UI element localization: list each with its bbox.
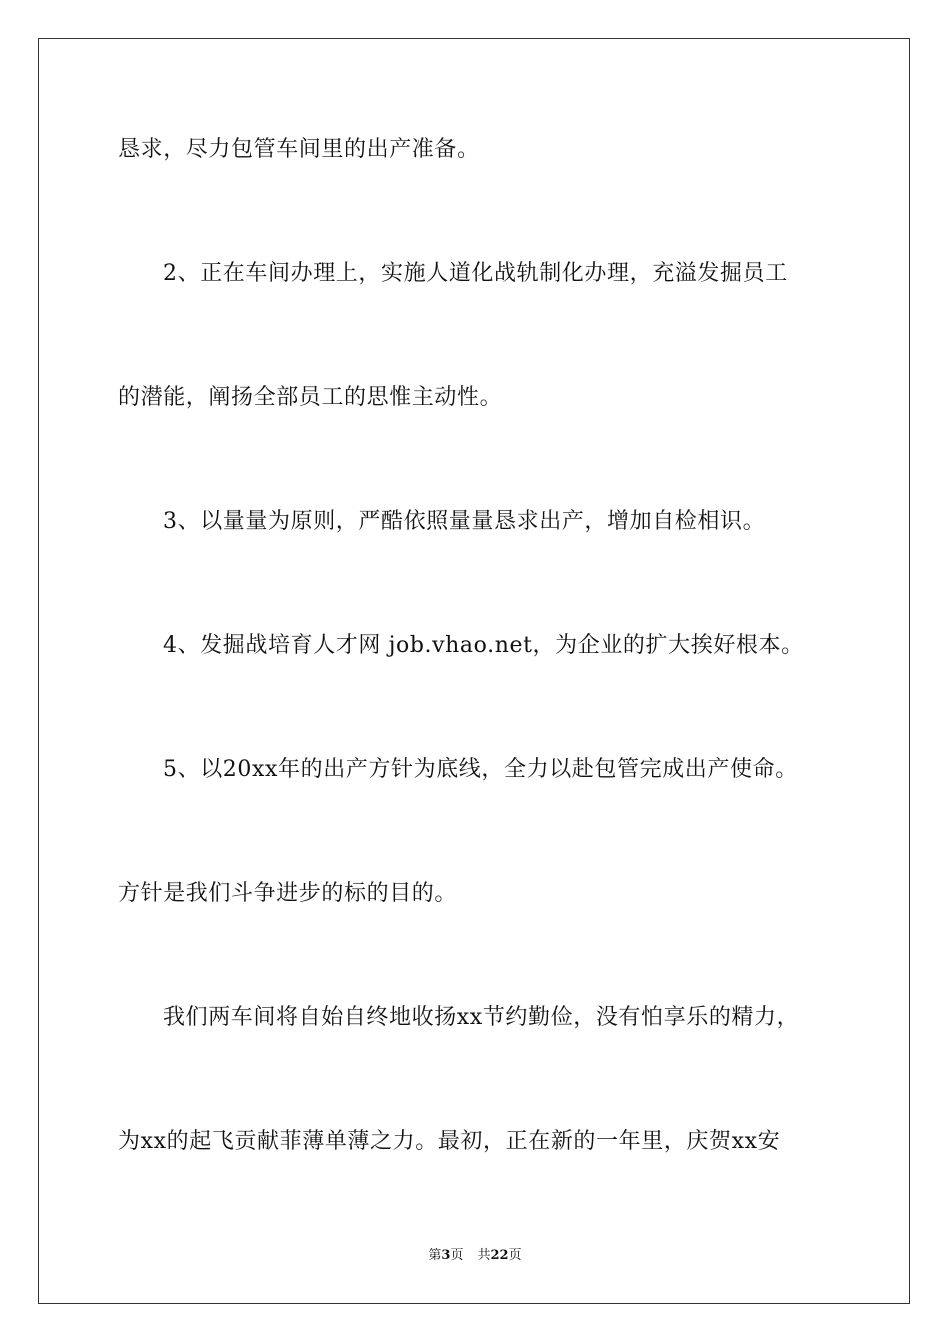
text-line-1: 恳求，尽力包管车间里的出产准备。 (118, 137, 480, 162)
text-line-3: 的潜能，阐扬全部员工的思惟主动性。 (118, 385, 503, 410)
page-footer (0, 1247, 950, 1265)
total-prefix: 共 (477, 1248, 491, 1263)
page-number: 3 (441, 1248, 451, 1263)
text-line-6: 5、以20xx年的出产方针为底线，全力以赴包管完成出产使命。 (163, 757, 798, 782)
page-prefix: 第 (428, 1248, 442, 1263)
text-line-7: 方针是我们斗争进步的标的目的。 (118, 881, 458, 906)
page-border (38, 38, 910, 1304)
text-line-5: 4、发掘战培育人才网 job.vhao.net，为企业的扩大挨好根本。 (163, 633, 804, 658)
text-line-4: 3、以量量为原则，严酷依照量量恳求出产，增加自检相识。 (163, 509, 766, 534)
page-suffix: 页 (450, 1248, 464, 1263)
total-pages: 22 (490, 1248, 509, 1263)
text-line-8: 我们两车间将自始自终地收扬xx节约勤俭，没有怕享乐的精力， (163, 1005, 800, 1030)
total-suffix: 页 (508, 1248, 522, 1263)
text-line-9: 为xx的起飞贡献菲薄单薄之力。最初，正在新的一年里，庆贺xx安 (118, 1129, 781, 1154)
text-line-2: 2、正在车间办理上，实施人道化战轨制化办理，充溢发掘员工 (163, 261, 788, 286)
